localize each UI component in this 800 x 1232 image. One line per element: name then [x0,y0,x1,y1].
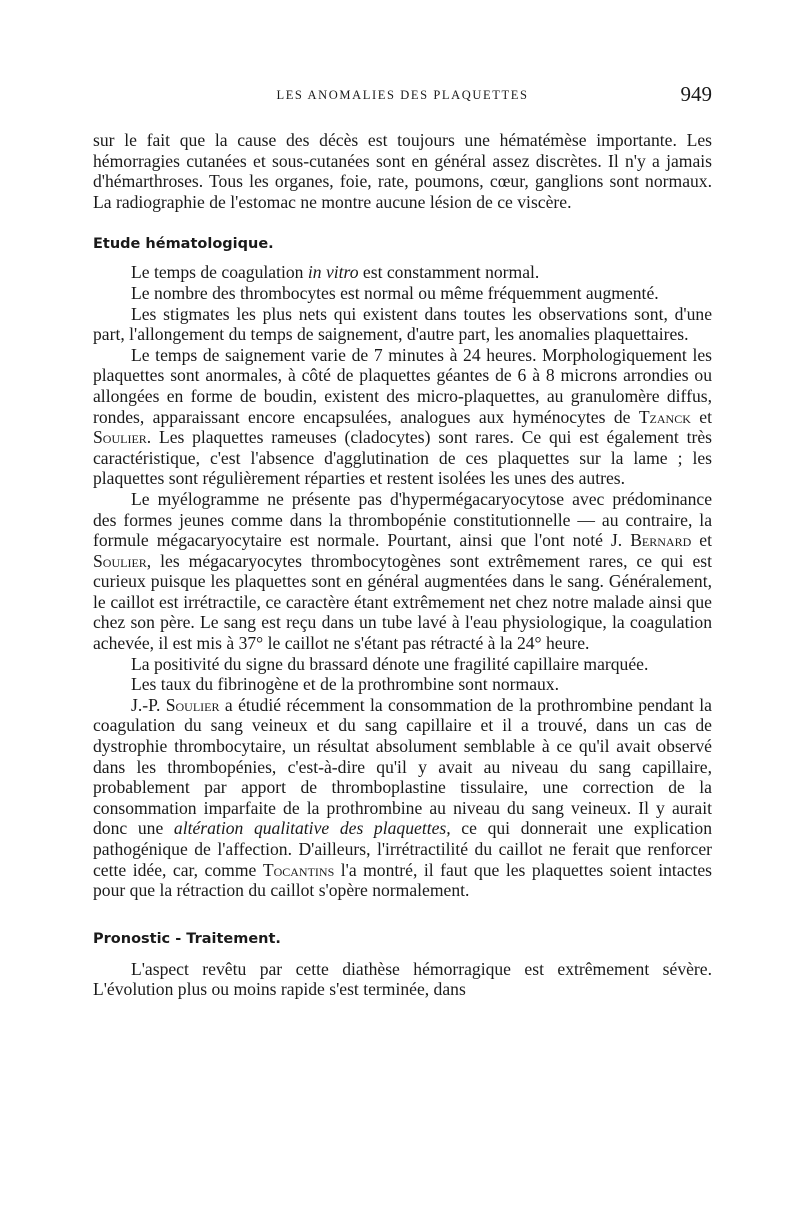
text-run: Le temps de saignement varie de 7 minutes à 24 heures. Morphologiquement les plaquettes sont anormales, à côté de plaquettes géantes de 6 à 8 microns arrondies ou allongées en forme de boudin, existent des micro-plaquettes, au granulomère diffus, rondes, apparaissant encore encapsulées, analogues aux hyménocytes de [93,344,712,427]
running-header [93,82,712,112]
text-run: . Les plaquettes rameuses (cladocytes) sont rares. Ce qui est également très caractéristique, c'est l'absence d'agglutination de ces plaquettes sur la lame ; les plaquettes sont régulièrement réparties et restent isolées les unes des autres. [93,427,712,489]
text-run: , les mégacaryocytes thrombocytogènes sont extrêmement rares, ce qui est curieux puisque les plaquettes sont en général augmentées dans le sang. Généralement, le caillot est irrétractile, ce caractère étant extrêmement net chez notre malade ainsi que chez son père. Le sang est reçu dans un tube lavé à l'eau physiologique, la coagulation achevée, il est mis à 37° le caillot ne s'étant pas rétracté à la 24° heure. [93,550,712,654]
author-name: Bernard [630,530,692,551]
author-name: Tzanck [638,406,691,427]
author-name: Soulier [165,694,220,715]
text-run: et [690,406,712,427]
text-run: J.-P. [131,694,166,715]
text-run: Le temps de coagulation [131,262,308,283]
text-run: Le myélogramme ne présente pas d'hypermégacaryocytose avec prédominance des formes jeunes comme dans la thrombopénie constitutionnelle — au contraire, la formule mégacaryocytaire est normale. Pourtant, ainsi que l'ont noté J. [93,488,712,551]
text-run: et [691,530,712,551]
author-name: Soulier [93,427,147,448]
paragraph-fibrinogen: Les taux du fibrinogène et de la prothrombine sont normaux. [131,674,560,695]
text-run: est constamment normal. [358,262,540,283]
author-name: Tocantins [262,859,335,880]
text-run: a étudié récemment la consommation de la prothrombine pendant la coagulation du sang veineux et du sang capillaire et il a trouvé, dans un cas de dystrophie thrombocytaire, un résultat absolument semblable à ce qu'il avait observé dans les thrombopénies, c'est-à-dire qu'il y avait au niveau du sang capillaire, probablement par apport de thromboplastine tissulaire, une correction de la consommation imparfaite de la prothrombine au niveau du sang veineux. Il y aurait donc une [93,694,712,839]
paragraph-bleeding-time [93,345,712,489]
text-run: l'a montré, il faut que les plaquettes soient intactes pour que la rétraction du caillot s'opère normalement. [93,859,712,901]
page-number: 949 [680,82,712,106]
author-name: Soulier [93,550,147,571]
paragraph-coagulation [93,262,712,283]
paragraph-thrombocytes: Le nombre des thrombocytes est normal ou même fréquemment augmenté. [131,282,659,303]
paragraph-cuff-sign: La positivité du signe du brassard dénote une fragilité capillaire marquée. [131,653,649,674]
paragraph-prognosis: L'aspect revêtu par cette diathèse hémorragique est extrêmement sévère. L'évolution plus ou moins rapide s'est terminée, dans [93,958,712,1000]
section-heading-prognosis: Pronostic - Traitement. [93,930,281,947]
italic-term: altération qualitative des plaquettes, [173,818,451,839]
paragraph-stigmata: Les stigmates les plus nets qui existent dans toutes les observations sont, d'une part, l'allongement du temps de saignement, d'autre part, les anomalies plaquettaires. [93,303,712,345]
section-heading-hematology: Etude hématologique. [93,236,274,253]
paragraph-prothrombin-study [93,695,712,901]
italic-term: in vitro [307,262,359,283]
text-run: ce qui donnerait une explication pathogénique de l'affection. D'ailleurs, l'irrétractilité du caillot ne ferait que renforcer cette idée, car, comme [93,818,712,880]
running-title: LES ANOMALIES DES PLAQUETTES [276,88,529,102]
continuation-paragraph: sur le fait que la cause des décès est toujours une hématémèse importante. Les hémorragies cutanées et sous-cutanées sont en général assez discrètes. Il n'y a jamais d'hémarthroses. Tous les organes, foie, rate, poumons, cœur, ganglions sont normaux. La radiographie de l'estomac ne montre aucune lésion de ce viscère. [93,130,712,212]
paragraph-myelogram [93,489,712,654]
